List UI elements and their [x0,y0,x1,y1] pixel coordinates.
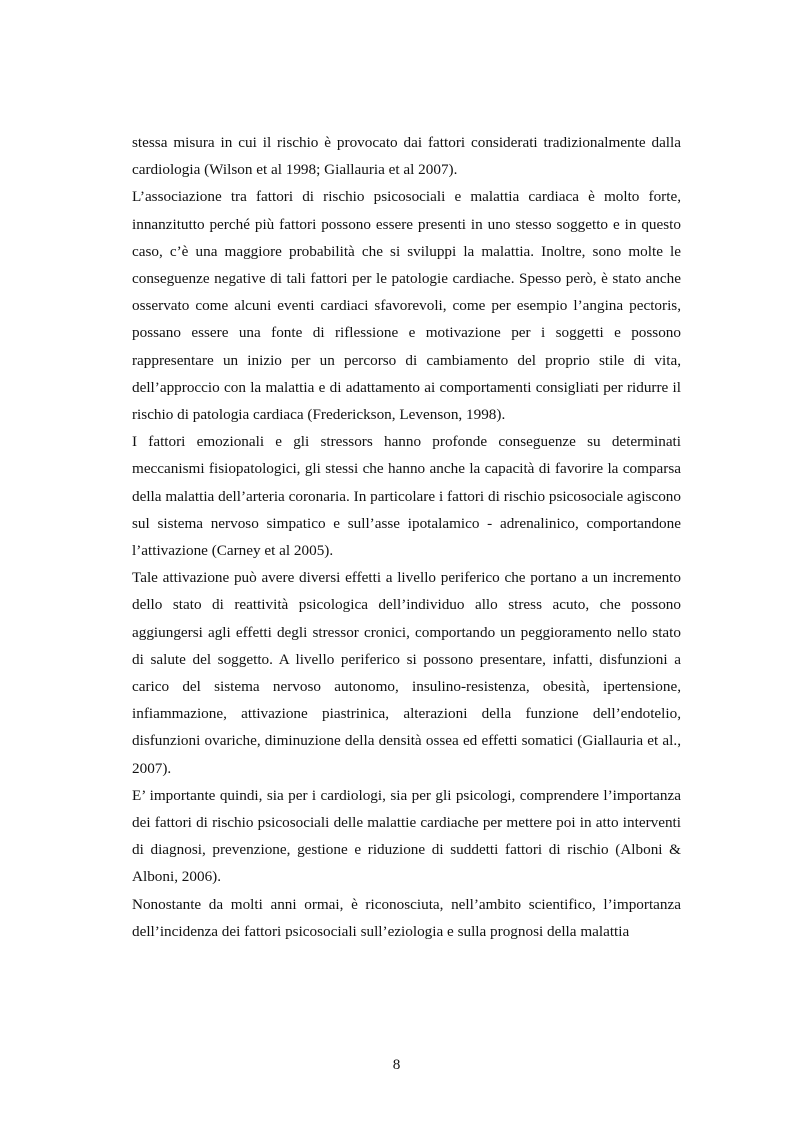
paragraph-importance: E’ importante quindi, sia per i cardiologi, sia per gli psicologi, comprendere l’importanza dei fattori di rischio psicosociali delle malattie cardiache per mettere poi in atto interventi di diagnosi, prevenzione, gestione e riduzione di suddetti fattori di rischio (Alboni & Alboni, 2006). [132,786,681,886]
paragraph-continuation: stessa misura in cui il rischio è provocato dai fattori considerati tradizionalmente dalla cardiologia (Wilson et al 1998; Giallauria et al 2007). [132,134,681,179]
paragraph-nonostante: Nonostante da molti anni ormai, è riconosciuta, nell’ambito scientifico, l’importanza dell’incidenza dei fattori psicosociali sull’eziologia e sulla prognosi della malattia [132,895,681,940]
paragraph-emotional-factors: I fattori emozionali e gli stressors hanno profonde conseguenze su determinati meccanismi fisiopatologici, gli stessi che hanno anche la capacità di favorire la comparsa della malattia dell’arteria coronaria. In particolare i fattori di rischio psicosociale agiscono sul sistema nervoso simpatico e sull’asse ipotalamico - adrenalinico, comportandone l’attivazione (Carney et al 2005). [132,433,681,560]
paragraph-association: L’associazione tra fattori di rischio psicosociali e malattia cardiaca è molto forte, innanzitutto perché più fattori possono essere presenti in uno stesso soggetto e in questo caso, c’è una maggiore probabilità che si sviluppi la malattia. Inoltre, sono molte le conseguenze negative di tali fattori per le patologie cardiache. Spesso però, è stato anche osservato come alcuni eventi cardiaci sfavorevoli, come per esempio l’angina pectoris, possano essere una fonte di riflessione e motivazione per i soggetti e possono rappresentare un inizio per un percorso di cambiamento del proprio stile di vita, dell’approccio con la malattia e di adattamento ai comportamenti consigliati per ridurre il rischio di patologia cardiaca (Frederickson, Levenson, 1998). [132,188,681,424]
paragraph-activation-effects: Tale attivazione può avere diversi effetti a livello periferico che portano a un incremento dello stato di reattività psicologica dell’individuo allo stress acuto, che possono aggiungersi agli effetti degli stressor cronici, comportando un peggioramento nello stato di salute del soggetto. A livello periferico si possono presentare, infatti, disfunzioni a carico del sistema nervoso autonomo, insulino-resistenza, obesità, ipertensione, infiammazione, attivazione piastrinica, alterazioni della funzione dell’endotelio, disfunzioni ovariche, diminuzione della densità ossea ed effetti somatici (Giallauria et al., 2007). [132,569,681,777]
body-text [132,129,681,945]
page-number: 8 [392,1056,401,1073]
